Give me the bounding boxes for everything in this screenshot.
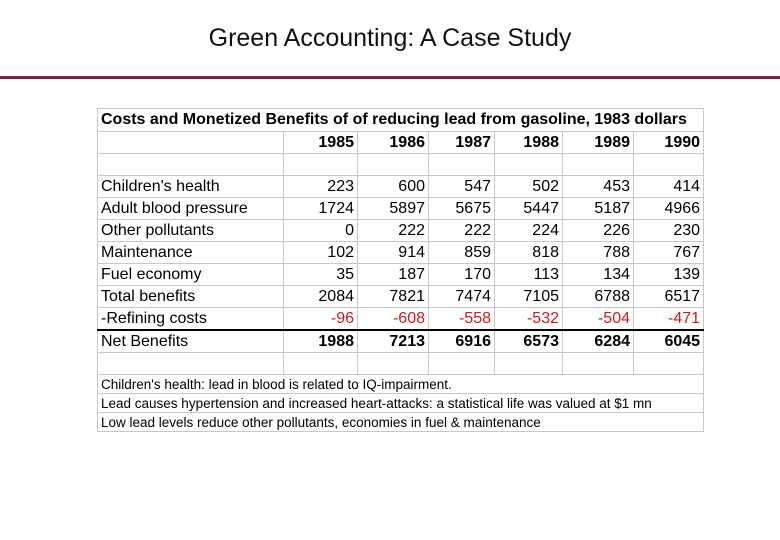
table-row [98,286,704,308]
value-cell: 859 [429,242,495,264]
value-cell: 102 [284,242,358,264]
value-cell: 226 [563,220,634,242]
value-cell: 5447 [495,198,563,220]
value-cell: 113 [495,264,563,286]
lead-costs-benefits-table [97,108,704,432]
value-cell: -608 [358,308,429,331]
value-cell: -471 [634,308,704,331]
table-caption: Costs and Monetized Benefits of of reducing lead from gasoline, 1983 dollars [98,109,704,132]
row-label: Adult blood pressure [98,198,284,220]
value-cell: 547 [429,176,495,198]
table-row [98,330,704,353]
value-cell: 502 [495,176,563,198]
value-cell: 139 [634,264,704,286]
value-cell: -96 [284,308,358,331]
row-label: Maintenance [98,242,284,264]
row-label: Other pollutants [98,220,284,242]
value-cell: 6045 [634,330,704,353]
value-cell: 170 [429,264,495,286]
footnote: Lead causes hypertension and increased heart-attacks: a statistical life was valued at $1 mn [98,394,704,413]
value-cell: 600 [358,176,429,198]
table-row [98,176,704,198]
value-cell: -558 [429,308,495,331]
value-cell: 7474 [429,286,495,308]
year-header: 1990 [634,132,704,154]
footnote: Children's health: lead in blood is related to IQ-impairment. [98,375,704,394]
value-cell: 187 [358,264,429,286]
year-header: 1989 [563,132,634,154]
row-label: Net Benefits [98,330,284,353]
value-cell: 788 [563,242,634,264]
value-cell: 5675 [429,198,495,220]
value-cell: 6573 [495,330,563,353]
value-cell: 1988 [284,330,358,353]
slide-title: Green Accounting: A Case Study [208,24,572,52]
value-cell: 7105 [495,286,563,308]
value-cell: 5187 [563,198,634,220]
table-row [98,264,704,286]
value-cell: 7213 [358,330,429,353]
value-cell: 0 [284,220,358,242]
value-cell: 453 [563,176,634,198]
value-cell: 6788 [563,286,634,308]
value-cell: 818 [495,242,563,264]
value-cell: 230 [634,220,704,242]
table-row [98,308,704,331]
value-cell: 2084 [284,286,358,308]
value-cell: -504 [563,308,634,331]
empty-cell [98,132,284,154]
value-cell: 414 [634,176,704,198]
value-cell: 6517 [634,286,704,308]
year-header: 1986 [358,132,429,154]
value-cell: 6916 [429,330,495,353]
value-cell: 7821 [358,286,429,308]
value-cell: 224 [495,220,563,242]
row-label: Fuel economy [98,264,284,286]
value-cell: 6284 [563,330,634,353]
row-label: -Refining costs [98,308,284,331]
value-cell: 767 [634,242,704,264]
year-header: 1987 [429,132,495,154]
row-label: Children's health [98,176,284,198]
table-row [98,220,704,242]
table-row [98,198,704,220]
value-cell: 223 [284,176,358,198]
value-cell: 134 [563,264,634,286]
value-cell: -532 [495,308,563,331]
value-cell: 222 [429,220,495,242]
value-cell: 222 [358,220,429,242]
title-divider [0,76,780,79]
value-cell: 35 [284,264,358,286]
row-label: Total benefits [98,286,284,308]
value-cell: 1724 [284,198,358,220]
value-cell: 5897 [358,198,429,220]
year-header: 1988 [495,132,563,154]
value-cell: 914 [358,242,429,264]
table-row [98,242,704,264]
footnote: Low lead levels reduce other pollutants, economies in fuel & maintenance [98,413,704,432]
value-cell: 4966 [634,198,704,220]
year-header: 1985 [284,132,358,154]
